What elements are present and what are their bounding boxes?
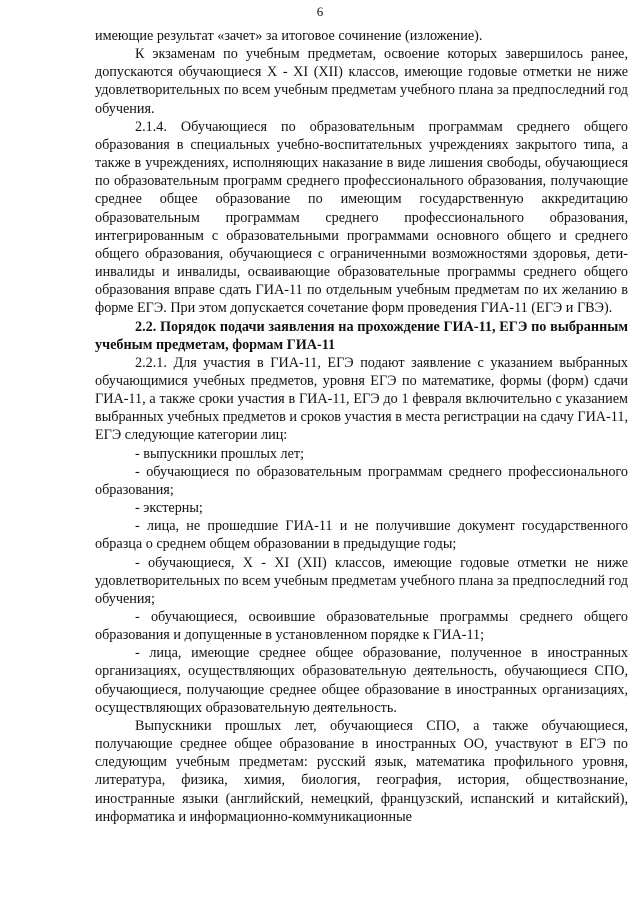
list-item: - лица, имеющие среднее общее образование, полученное в иностранных организациях, осуществляющих образовательную деятельность, обучающиеся СПО, обучающиеся, получающие среднее общее образование в иностранных организациях, осуществляющих образовательную деятельность. bbox=[95, 645, 628, 716]
paragraph-exam-admission: К экзаменам по учебным предметам, освоение которых завершилось ранее, допускаются обучающиеся X - XI (XII) классов, имеющие годовые отметки не ниже удовлетворительных по всем учебным предметам учебного плана за предпоследний год обучения. bbox=[95, 46, 628, 117]
list-item: - обучающиеся, X - XI (XII) классов, имеющие годовые отметки не ниже удовлетворительных по всем учебным предметам учебного плана за предпоследний год обучения; bbox=[95, 554, 628, 607]
list-item: - выпускники прошлых лет; bbox=[135, 445, 305, 462]
section-heading-2-2: 2.2. Порядок подачи заявления на прохождение ГИА-11, ЕГЭ по выбранным учебным предметам, формам ГИА-11 bbox=[95, 318, 628, 353]
paragraph-2-2-1: 2.2.1. Для участия в ГИА-11, ЕГЭ подают заявление с указанием выбранных обучающимися учебных предметов, уровня ЕГЭ по математике, формы (форм) сдачи ГИА-11, а также сроки участия в ГИА-11, ЕГЭ до 1 февраля включительно с указанием выбранных учебных предметов и сроков участия в места регистрации на сдачу ГИА-11, ЕГЭ следующие категории лиц: bbox=[95, 354, 628, 444]
paragraph-graduates-subjects: Выпускники прошлых лет, обучающиеся СПО, а также обучающиеся, получающие среднее общее образование в иностранных ОО, участвуют в ЕГЭ по следующим учебным предметам: русский язык, математика профильного уровня, литература, физика, химия, биология, география, история, обществознание, иностранные языки (английский, немецкий, французский, испанский и китайский), информатика и информационно-коммуникационные bbox=[95, 717, 628, 825]
page-number: 6 bbox=[316, 4, 324, 19]
list-item: - лица, не прошедшие ГИА-11 и не получившие документ государственного образца о среднем общем образовании в предыдущие годы; bbox=[95, 518, 628, 553]
paragraph-continuation: имеющие результат «зачет» за итоговое сочинение (изложение). bbox=[95, 28, 483, 44]
list-item: - обучающиеся по образовательным программам среднего профессионального образования; bbox=[95, 463, 628, 498]
list-item: - обучающиеся, освоившие образовательные программы среднего общего образования и допущенные в установленном порядке к ГИА-11; bbox=[95, 609, 628, 644]
paragraph-2-1-4: 2.1.4. Обучающиеся по образовательным программам среднего общего образования в специальных учебно-воспитательных учреждениях закрытого типа, а также в учреждениях, исполняющих наказание в виде лишения свободы, обучающиеся по образовательным программ среднего профессионального образования, получающие среднее общее образование по имеющим государственную аккредитацию образовательным программам среднего профессионального образования, интегрированным с образовательными программами основного общего и среднего общего образования, обучающиеся с ограниченными возможностями здоровья, дети-инвалиды и инвалиды, осваивающие образовательные программы среднего общего образования вправе сдать ГИА-11 по отдельным учебным предметам по их желанию в форме ЕГЭ. При этом допускается сочетание форм проведения ГИА-11 (ЕГЭ и ГВЭ). bbox=[95, 118, 628, 317]
document-body bbox=[95, 27, 628, 826]
list-item: - экстерны; bbox=[135, 500, 203, 517]
